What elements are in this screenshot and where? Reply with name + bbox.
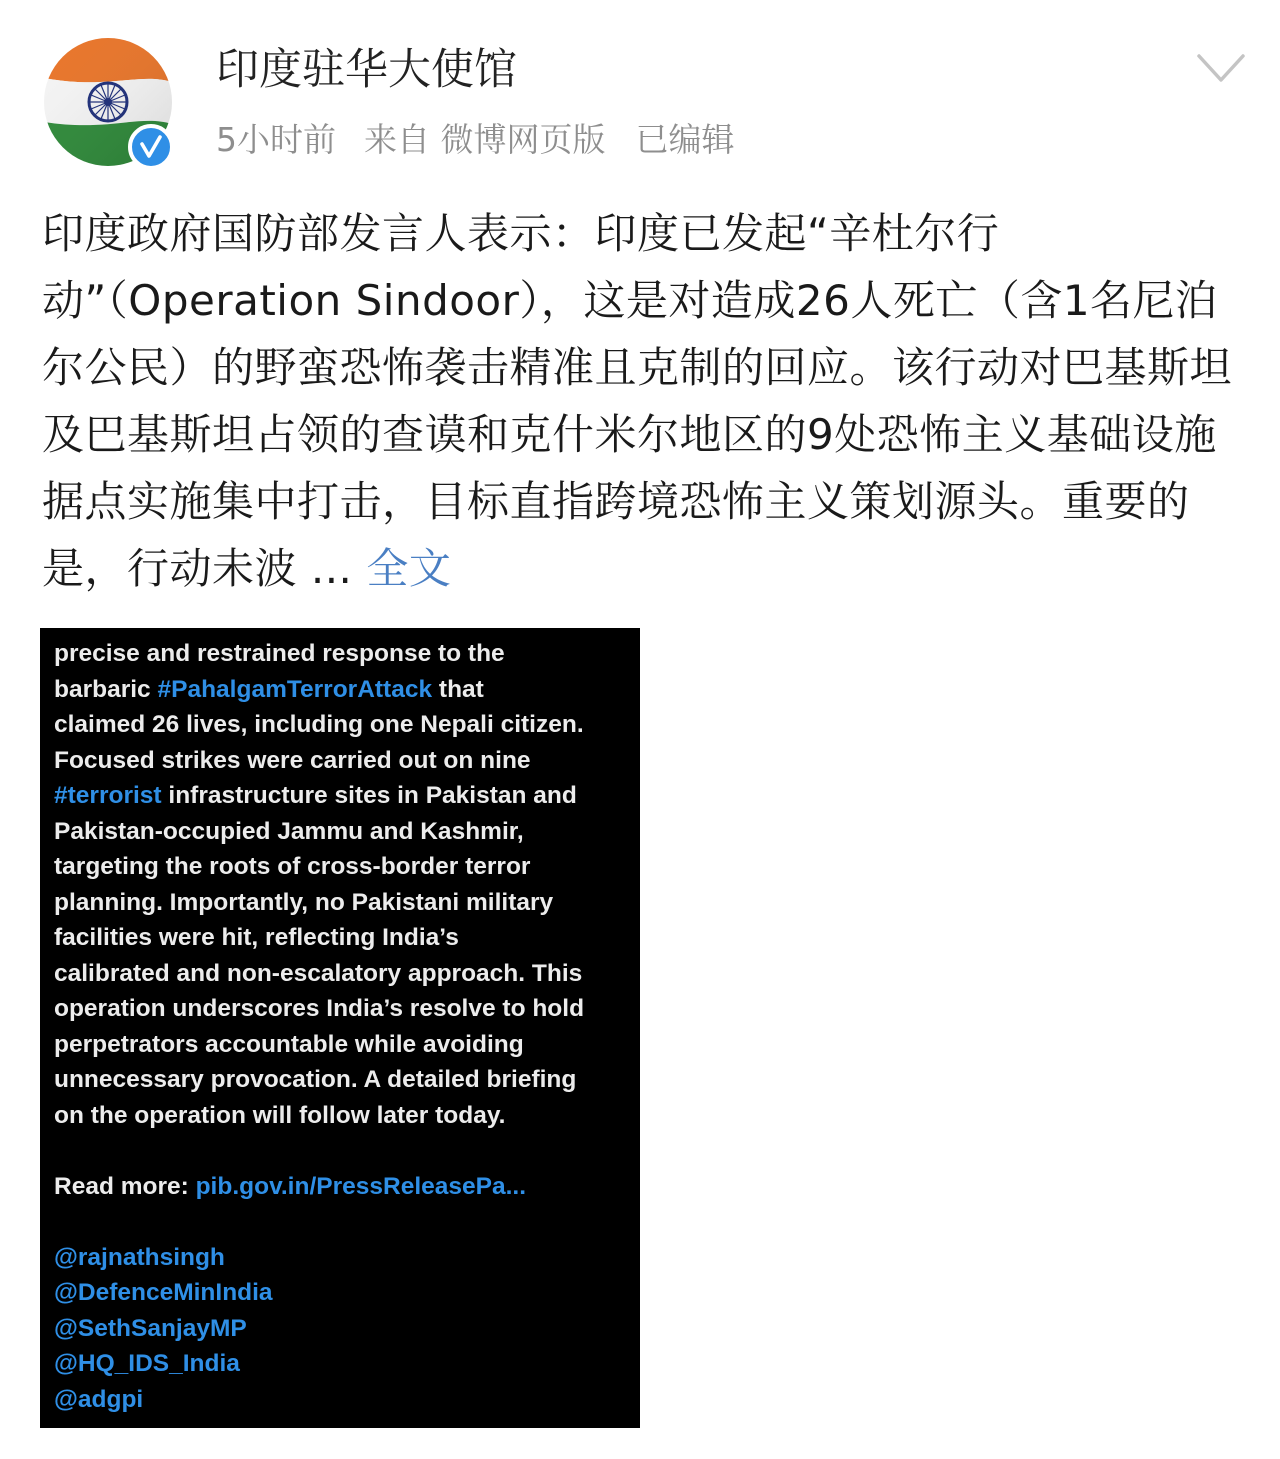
image-body-text: planning. Importantly, no Pakistani military [54,888,554,916]
image-text-line [54,1066,576,1094]
image-body-text: infrastructure sites in Pakistan and [161,782,577,809]
post-body [42,200,1242,602]
post-meta [216,116,763,164]
image-body-text: barbaric [54,675,158,703]
image-body-text: Focused strikes were carried out on nine [54,746,531,774]
post-text: 印度政府国防部发言人表示：印度已发起“辛杜尔行动”（Operation Sindoor），这是对造成26人死亡（含1名尼泊尔公民）的野蛮恐怖袭击精准且克制的回应。该行动对巴基斯坦及巴基斯坦占领的查谟和克什米尔地区的9处恐怖主义基础设施据点实施集中打击，目标直指跨境恐怖主义策划源头。重要的是，行动未波 ... [42,209,1233,593]
image-text-line [54,1031,524,1059]
image-link-text: @DefenceMinIndia [54,1279,273,1306]
image-body-text: Pakistan-occupied Jammu and Kashmir, [54,817,524,845]
image-link-text: pib.gov.in/PressReleasePa... [195,1172,527,1200]
image-body-text: facilities were hit, reflecting India’s [54,924,459,951]
image-body-text: perpetrators accountable while avoiding [54,1030,524,1058]
image-text-line [54,711,584,739]
image-body-text: on the operation will follow later today. [54,1101,506,1129]
image-text-line [54,853,530,881]
image-link-text: #terrorist [54,782,162,809]
image-body-text: that [432,675,484,703]
image-text-line [54,1279,273,1307]
image-text-line [54,1386,143,1414]
image-link-text: #PahalgamTerrorAttack [157,675,433,703]
image-body-text: precise and restrained response to the [54,640,505,667]
image-text-line [54,1102,505,1130]
image-body-text: unnecessary provocation. A detailed briefing [54,1066,577,1093]
verified-badge-icon [128,124,174,170]
image-text-line [54,960,582,988]
image-body-text: targeting the roots of cross-border terror [54,853,531,880]
image-text-line [54,1350,240,1378]
image-text-line [54,782,577,810]
source-prefix: 来自 [364,120,430,159]
image-text-line [54,640,505,668]
image-text-line [54,818,524,846]
image-text-line [54,676,484,704]
image-text-line [54,747,531,775]
image-body-text: calibrated and non-escalatory approach. This [54,959,583,987]
image-body-text: claimed 26 lives, including one Nepali citizen. [54,711,584,738]
image-link-text: @adgpi [54,1385,144,1413]
image-text-line [54,1173,526,1201]
image-text-line [54,1315,247,1343]
source-name[interactable]: 微博网页版 [440,120,606,159]
image-link-text: @rajnathsingh [54,1243,225,1271]
image-text-line [54,1244,225,1272]
image-body-text: Read more: [54,1172,196,1200]
post-header [0,0,1280,180]
image-text-line [54,889,553,917]
image-text-line [54,924,459,952]
post-image[interactable] [40,628,640,1428]
image-body-text: operation underscores India’s resolve to hold [54,995,585,1022]
chevron-down-icon[interactable] [1196,52,1246,86]
account-name[interactable]: 印度驻华大使馆 [216,45,517,95]
post-time: 5小时前 [216,120,336,159]
image-link-text: @HQ_IDS_India [54,1350,240,1377]
edited-label[interactable]: 已编辑 [635,120,735,159]
image-text-line [54,995,584,1023]
image-link-text: @SethSanjayMP [54,1314,247,1342]
expand-full-text-link[interactable]: 全文 [366,544,452,593]
